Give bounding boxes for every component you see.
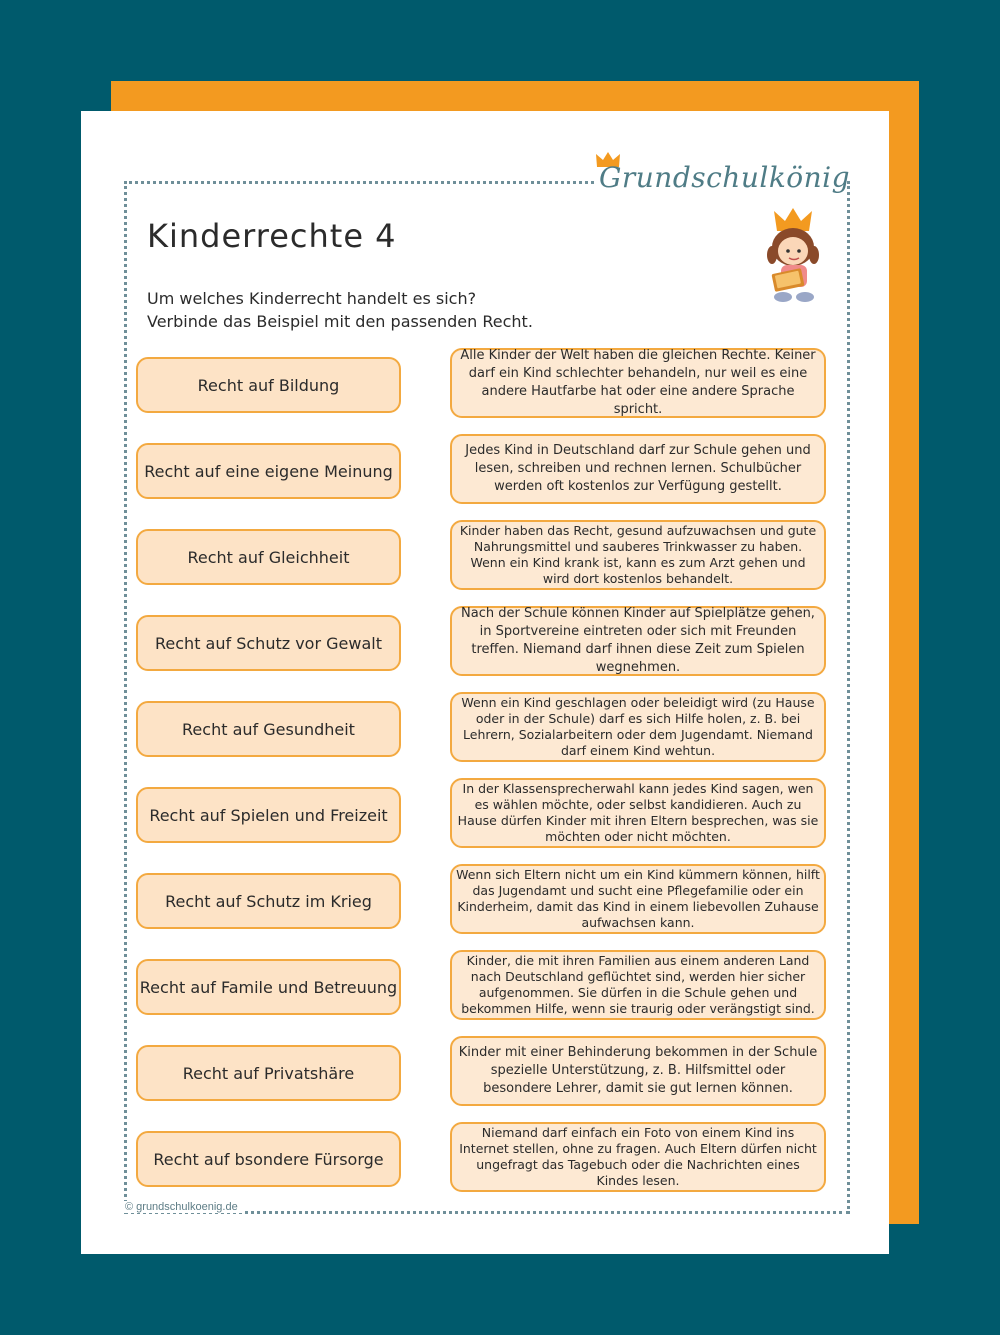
right-label-box[interactable]: Recht auf Gleichheit	[136, 529, 401, 585]
right-label-box[interactable]: Recht auf Spielen und Freizeit	[136, 787, 401, 843]
brand-logo: Grundschulkönig	[599, 161, 851, 194]
right-label-box[interactable]: Recht auf Schutz vor Gewalt	[136, 615, 401, 671]
reading-girl-mascot-icon	[759, 205, 829, 305]
example-box[interactable]: Niemand darf einfach ein Foto von einem Kind ins Internet stellen, ohne zu fragen. Auch Eltern dürfen nicht ungefragt das Tagebuch oder die Nachrichten eines Kindes lesen.	[450, 1122, 826, 1192]
instruction-line: Verbinde das Beispiel mit den passenden Recht.	[147, 312, 533, 331]
right-label-box[interactable]: Recht auf Bildung	[136, 357, 401, 413]
instructions	[147, 287, 533, 333]
right-label-box[interactable]: Recht auf Famile und Betreuung	[136, 959, 401, 1015]
right-label-box[interactable]: Recht auf Schutz im Krieg	[136, 873, 401, 929]
copyright-notice: © grundschulkoenig.de	[119, 1201, 244, 1213]
page-title: Kinderrechte 4	[147, 217, 397, 255]
right-label-box[interactable]: Recht auf Privatshäre	[136, 1045, 401, 1101]
example-box[interactable]: Nach der Schule können Kinder auf Spielplätze gehen, in Sportvereine eintreten oder sich mit Freunden treffen. Niemand darf ihnen diese Zeit zum Spielen wegnehmen.	[450, 606, 826, 676]
right-label-box[interactable]: Recht auf bsondere Fürsorge	[136, 1131, 401, 1187]
right-label-box[interactable]: Recht auf eine eigene Meinung	[136, 443, 401, 499]
example-box[interactable]: Wenn sich Eltern nicht um ein Kind kümmern können, hilft das Jugendamt und sucht eine Pflegefamilie oder ein Kinderheim, damit das Kind in einem liebevollen Zuhause aufwachsen kann.	[450, 864, 826, 934]
example-box[interactable]: Kinder mit einer Behinderung bekommen in der Schule spezielle Unterstützung, z. B. Hilfsmittel oder besondere Lehrer, damit sie gut lernen können.	[450, 1036, 826, 1106]
example-box[interactable]: Jedes Kind in Deutschland darf zur Schule gehen und lesen, schreiben und rechnen lernen. Schulbücher werden oft kostenlos zur Verfügung gestellt.	[450, 434, 826, 504]
instruction-line: Um welches Kinderrecht handelt es sich?	[147, 289, 477, 308]
right-label-box[interactable]: Recht auf Gesundheit	[136, 701, 401, 757]
example-box[interactable]: In der Klassensprecherwahl kann jedes Kind sagen, wen es wählen möchte, oder selbst kandidieren. Auch zu Hause dürfen Kinder mit ihren Eltern besprechen, was sie möchten oder nicht möchten.	[450, 778, 826, 848]
worksheet-page	[81, 111, 889, 1254]
example-box[interactable]: Alle Kinder der Welt haben die gleichen Rechte. Keiner darf ein Kind schlechter behandeln, nur weil es eine andere Hautfarbe hat oder eine andere Sprache spricht.	[450, 348, 826, 418]
example-box[interactable]: Wenn ein Kind geschlagen oder beleidigt wird (zu Hause oder in der Schule) darf es sich Hilfe holen, z. B. bei Lehrern, Sozialarbeitern oder dem Jugendamt. Niemand darf einem Kind wehtun.	[450, 692, 826, 762]
example-box[interactable]: Kinder haben das Recht, gesund aufzuwachsen und gute Nahrungsmittel und sauberes Trinkwasser zu haben. Wenn ein Kind krank ist, kann es zum Arzt gehen und wird dort kostenlos behandelt.	[450, 520, 826, 590]
example-box[interactable]: Kinder, die mit ihren Familien aus einem anderen Land nach Deutschland geflüchtet sind, werden hier sicher aufgenommen. Sie dürfen in die Schule gehen und bekommen Hilfe, wenn sie traurig oder verängstigt sind.	[450, 950, 826, 1020]
